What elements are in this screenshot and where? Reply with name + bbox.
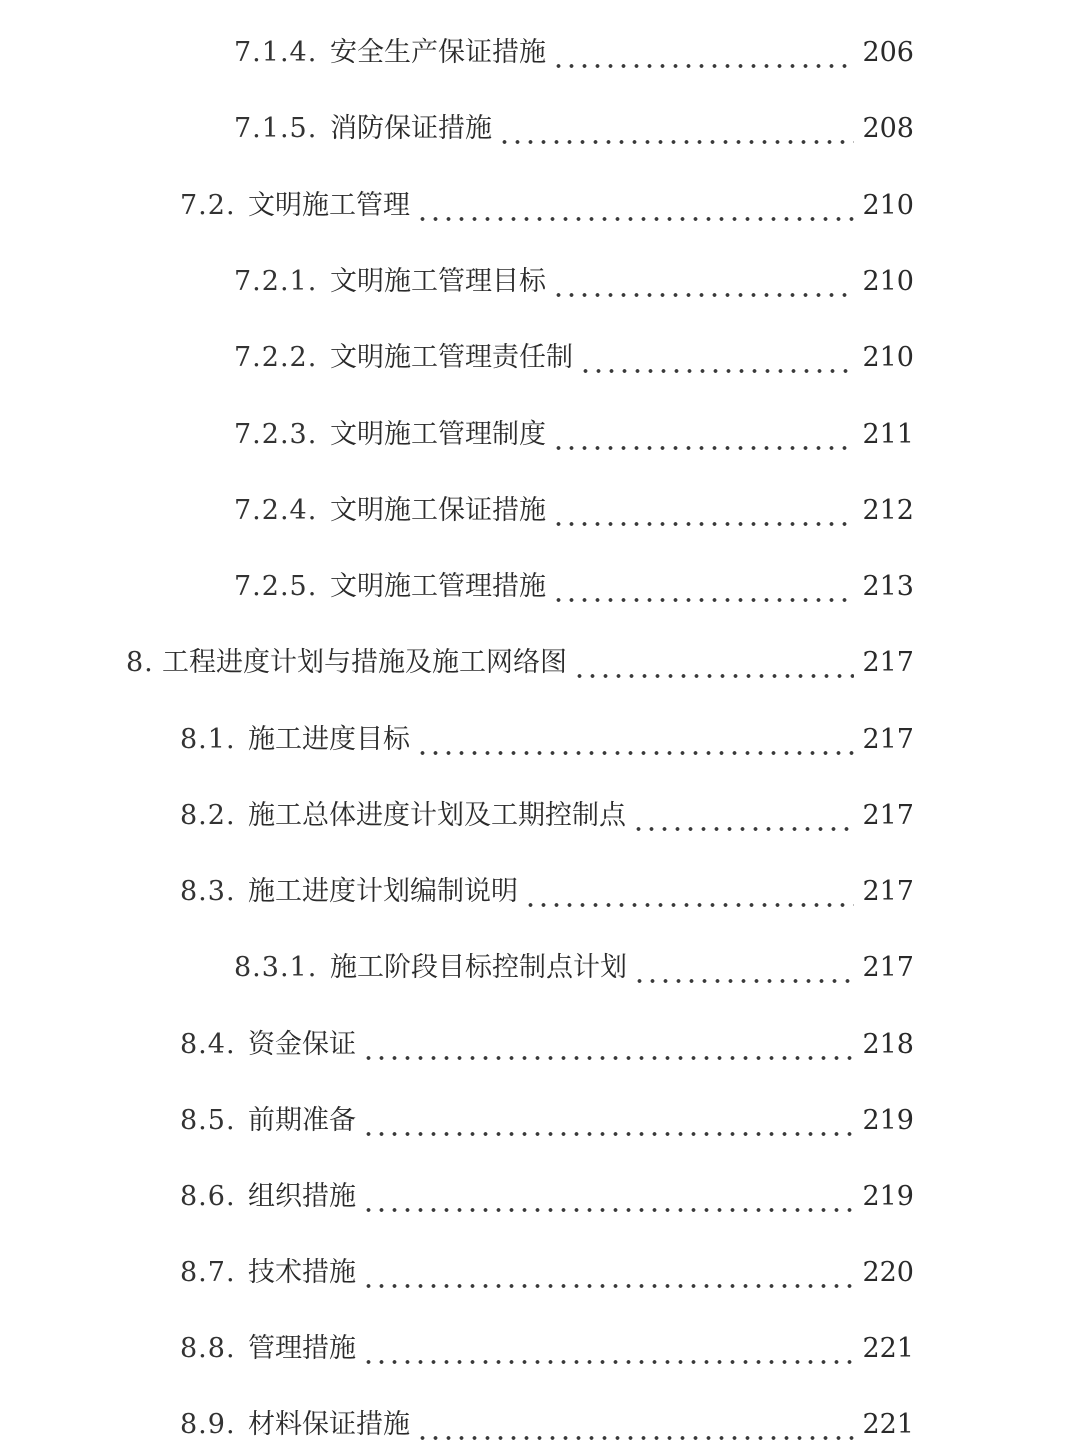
toc-entry[interactable] bbox=[234, 948, 914, 988]
entry-page-number: 221 bbox=[862, 1333, 914, 1364]
entry-page-number: 212 bbox=[862, 495, 914, 526]
entry-title: 文明施工保证措施 bbox=[330, 495, 546, 526]
entry-number: 7.1.4. bbox=[234, 37, 318, 68]
toc-entry[interactable] bbox=[126, 643, 914, 683]
entry-number: 8.4. bbox=[180, 1029, 236, 1060]
toc-entry[interactable] bbox=[180, 796, 914, 836]
entry-page-number: 206 bbox=[862, 37, 914, 68]
dot-leader bbox=[552, 491, 854, 531]
entry-title: 材料保证措施 bbox=[248, 1409, 410, 1440]
dot-leader bbox=[362, 1101, 854, 1141]
entry-title: 文明施工管理制度 bbox=[330, 419, 546, 450]
toc-entry[interactable] bbox=[180, 1025, 914, 1065]
dot-leader bbox=[362, 1177, 854, 1217]
entry-page-number: 217 bbox=[862, 876, 914, 907]
entry-title: 施工总体进度计划及工期控制点 bbox=[248, 800, 626, 831]
entry-page-number: 220 bbox=[862, 1257, 914, 1288]
entry-page-number: 217 bbox=[862, 952, 914, 983]
entry-number: 7.2.1. bbox=[234, 266, 318, 297]
toc-entry[interactable] bbox=[180, 1253, 914, 1293]
entry-title: 组织措施 bbox=[248, 1181, 356, 1212]
entry-title: 技术措施 bbox=[248, 1257, 356, 1288]
entry-page-number: 217 bbox=[862, 724, 914, 755]
toc-entry[interactable] bbox=[180, 720, 914, 760]
entry-number: 8.2. bbox=[180, 800, 236, 831]
dot-leader bbox=[579, 338, 854, 378]
entry-title: 施工阶段目标控制点计划 bbox=[330, 952, 627, 983]
entry-number: 8.9. bbox=[180, 1409, 236, 1440]
entry-title: 资金保证 bbox=[248, 1029, 356, 1060]
entry-number: 8.8. bbox=[180, 1333, 236, 1364]
entry-page-number: 210 bbox=[862, 190, 914, 221]
entry-page-number: 210 bbox=[862, 342, 914, 373]
entry-page-number: 221 bbox=[862, 1409, 914, 1440]
entry-page-number: 217 bbox=[862, 647, 914, 678]
entry-page-number: 210 bbox=[862, 266, 914, 297]
entry-number: 7.2.4. bbox=[234, 495, 318, 526]
toc-entry[interactable] bbox=[234, 33, 914, 73]
toc-entry[interactable] bbox=[234, 491, 914, 531]
dot-leader bbox=[362, 1253, 854, 1293]
entry-number: 8.5. bbox=[180, 1105, 236, 1136]
dot-leader bbox=[416, 1405, 854, 1445]
entry-title: 前期准备 bbox=[248, 1105, 356, 1136]
dot-leader bbox=[362, 1025, 854, 1065]
entry-title: 消防保证措施 bbox=[330, 113, 492, 144]
toc-entry[interactable] bbox=[180, 872, 914, 912]
entry-number: 8.3.1. bbox=[234, 952, 318, 983]
entry-page-number: 208 bbox=[862, 113, 914, 144]
entry-number: 7.2. bbox=[180, 190, 236, 221]
entry-page-number: 211 bbox=[862, 419, 914, 450]
toc-entry[interactable] bbox=[180, 186, 914, 226]
entry-title: 文明施工管理措施 bbox=[330, 571, 546, 602]
toc-entry[interactable] bbox=[234, 338, 914, 378]
entry-title: 文明施工管理责任制 bbox=[330, 342, 573, 373]
toc-entry[interactable] bbox=[180, 1329, 914, 1369]
dot-leader bbox=[632, 796, 854, 836]
toc-entry[interactable] bbox=[180, 1101, 914, 1141]
dot-leader bbox=[416, 186, 854, 226]
entry-number: 7.2.3. bbox=[234, 419, 318, 450]
entry-number: 8.6. bbox=[180, 1181, 236, 1212]
entry-number: 7.2.5. bbox=[234, 571, 318, 602]
dot-leader bbox=[498, 109, 854, 149]
entry-title: 安全生产保证措施 bbox=[330, 37, 546, 68]
entry-title: 工程进度计划与措施及施工网络图 bbox=[162, 647, 567, 678]
entry-number: 8.3. bbox=[180, 876, 236, 907]
entry-page-number: 218 bbox=[862, 1029, 914, 1060]
entry-title: 文明施工管理 bbox=[248, 190, 410, 221]
entry-number: 8. bbox=[126, 647, 154, 678]
dot-leader bbox=[524, 872, 854, 912]
entry-title: 施工进度目标 bbox=[248, 724, 410, 755]
entry-title: 文明施工管理目标 bbox=[330, 266, 546, 297]
entry-page-number: 219 bbox=[862, 1181, 914, 1212]
entry-number: 8.1. bbox=[180, 724, 236, 755]
entry-page-number: 219 bbox=[862, 1105, 914, 1136]
entry-number: 7.1.5. bbox=[234, 113, 318, 144]
dot-leader bbox=[416, 720, 854, 760]
toc-entry[interactable] bbox=[234, 262, 914, 302]
dot-leader bbox=[552, 415, 854, 455]
toc-entry[interactable] bbox=[180, 1405, 914, 1445]
dot-leader bbox=[552, 567, 854, 607]
toc-entry[interactable] bbox=[234, 567, 914, 607]
entry-title: 施工进度计划编制说明 bbox=[248, 876, 518, 907]
toc-entry[interactable] bbox=[234, 109, 914, 149]
dot-leader bbox=[633, 948, 854, 988]
entry-title: 管理措施 bbox=[248, 1333, 356, 1364]
entry-number: 8.7. bbox=[180, 1257, 236, 1288]
toc-entry[interactable] bbox=[234, 415, 914, 455]
entry-page-number: 213 bbox=[862, 571, 914, 602]
entry-page-number: 217 bbox=[862, 800, 914, 831]
dot-leader bbox=[362, 1329, 854, 1369]
dot-leader bbox=[573, 643, 854, 683]
entry-number: 7.2.2. bbox=[234, 342, 318, 373]
toc-entry[interactable] bbox=[180, 1177, 914, 1217]
dot-leader bbox=[552, 33, 854, 73]
dot-leader bbox=[552, 262, 854, 302]
